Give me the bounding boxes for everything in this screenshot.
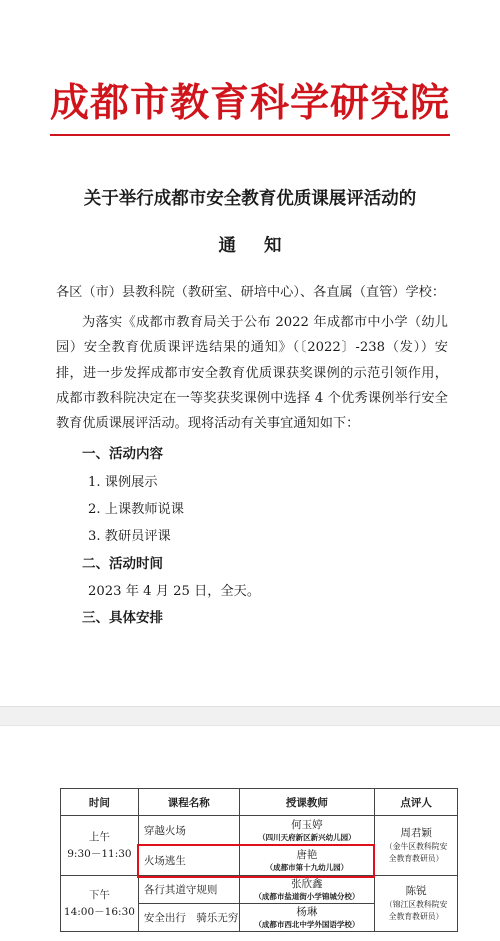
- morning-label: 上午: [88, 830, 110, 843]
- table-row: [61, 816, 458, 846]
- morning-time-cell: [61, 816, 139, 876]
- reviewer-org: （金牛区教科院安: [384, 842, 448, 851]
- document-page-2: [0, 726, 500, 941]
- course-cell: 各行其道守规则: [138, 876, 239, 904]
- list-item: 3. 教研员评课: [88, 529, 171, 544]
- reviewer-name: 周君颖: [400, 827, 432, 839]
- column-header-time: 时间: [61, 789, 139, 816]
- teacher-cell: [239, 816, 375, 846]
- teacher-school: （成都市西北中学外国语学校）: [254, 920, 360, 929]
- teacher-name: 杨琳: [296, 906, 318, 918]
- teacher-school: （四川天府新区新兴幼儿园）: [258, 833, 356, 842]
- afternoon-label: 下午: [88, 888, 110, 901]
- document-subtitle: 通知: [218, 236, 310, 256]
- afternoon-hours: 14:00－16:30: [63, 905, 135, 918]
- course-cell: 火场逃生: [138, 846, 239, 876]
- teacher-school: （成都市盐道街小学锦城分校）: [254, 892, 360, 901]
- column-header-teacher: 授课教师: [239, 789, 375, 816]
- schedule-table: [60, 788, 458, 932]
- list-item: 1. 课例展示: [88, 475, 158, 490]
- column-header-reviewer: 点评人: [375, 789, 458, 816]
- afternoon-reviewer-cell: [375, 876, 458, 932]
- teacher-name: 何玉婷: [291, 819, 323, 831]
- morning-hours: 9:30－11:30: [67, 847, 132, 860]
- teacher-name: 唐艳: [296, 849, 318, 861]
- section-heading-arrangement: 三、具体安排: [82, 610, 163, 626]
- teacher-name: 张欣鑫: [291, 878, 323, 890]
- document-title: 关于举行成都市安全教育优质课展评活动的: [83, 189, 417, 209]
- column-header-course: 课程名称: [138, 789, 239, 816]
- reviewer-org: 全教育教研员）: [388, 912, 444, 921]
- addressee-line: 各区（市）县教科院（教研室、研培中心）、各直属（直管）学校：: [56, 285, 446, 300]
- table-row: [61, 876, 458, 904]
- course-cell: 穿越火场: [138, 816, 239, 846]
- reviewer-org: 全教育教研员）: [388, 854, 444, 863]
- page-separator: [0, 706, 500, 726]
- table-header-row: [61, 789, 458, 816]
- teacher-cell: [239, 846, 375, 876]
- teacher-cell: [239, 876, 375, 904]
- teacher-cell: [239, 904, 375, 932]
- afternoon-time-cell: [61, 876, 139, 932]
- intro-paragraph: 为落实《成都市教育局关于公布 2022 年成都市中小学（幼儿园）安全教育优质课评选结果的通知》（〔2022〕-238（发））安排，进一步发挥成都市安全教育优质课获奖课例的示范引领作用，成都市教科院决定在一等奖获奖课例中选择 4 个优秀课例举行安全教育优质课展评活动。现将活动有关事宜通知如下：: [56, 315, 448, 432]
- header-red-rule: [50, 134, 450, 136]
- morning-reviewer-cell: [375, 816, 458, 876]
- list-item: 2. 上课教师说课: [88, 502, 184, 517]
- course-cell: 安全出行 骑乐无穷: [138, 904, 239, 932]
- activity-date: 2023 年 4 月 25 日，全天。: [88, 584, 261, 599]
- reviewer-org: （锦江区教科院安: [384, 900, 448, 909]
- section-heading-time: 二、活动时间: [82, 556, 163, 572]
- header-org-name: 成都市教育科学研究院: [49, 80, 450, 126]
- reviewer-name: 陈锐: [405, 885, 427, 897]
- section-heading-content: 一、活动内容: [82, 446, 163, 462]
- teacher-school: （成都市第十九幼儿园）: [265, 863, 349, 872]
